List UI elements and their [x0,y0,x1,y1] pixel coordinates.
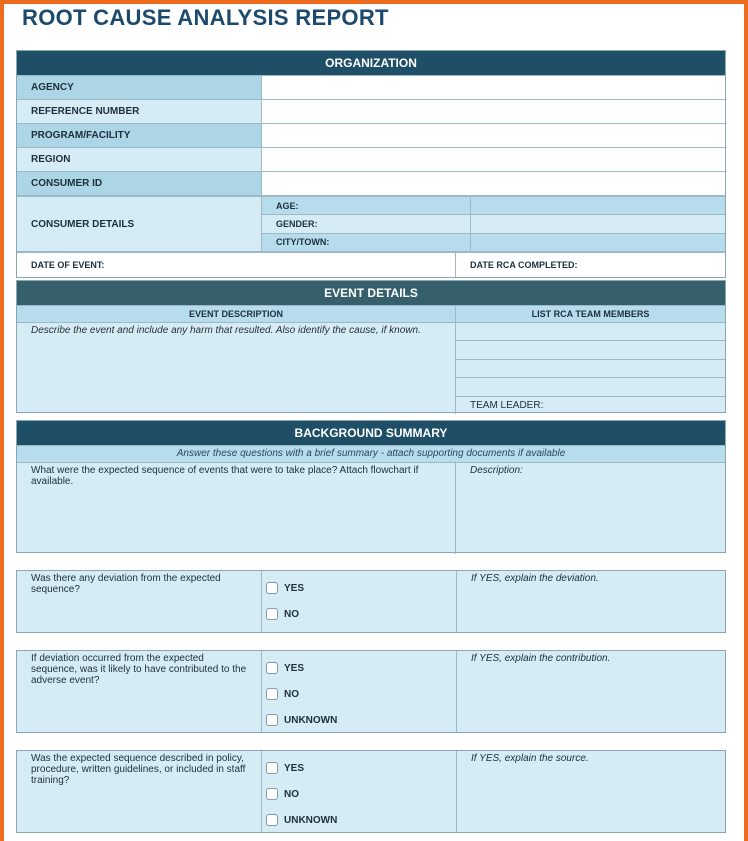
unknown-label: UNKNOWN [284,714,338,726]
no-label: NO [284,608,299,620]
contribution-unknown-option[interactable] [262,707,456,733]
source-yes-option[interactable] [262,755,456,781]
team-member-line[interactable] [456,360,725,378]
region-field[interactable] [262,148,725,171]
region-label: REGION [17,148,262,171]
org-row-reference [17,99,725,123]
reference-number-label: REFERENCE NUMBER [17,100,262,123]
agency-label: AGENCY [17,76,262,99]
org-row-consumer-id [17,171,725,195]
source-explanation-field[interactable]: If YES, explain the source. [471,753,589,764]
contribution-options [262,651,457,732]
deviation-no-option[interactable] [262,601,456,627]
age-row [262,197,725,214]
yes-label: YES [284,762,305,774]
checkbox-icon[interactable] [266,788,278,800]
no-label: NO [284,688,299,700]
source-options [262,751,457,832]
checkbox-icon[interactable] [266,688,278,700]
dates-row [17,251,725,277]
checkbox-icon[interactable] [266,814,278,826]
report-title: ROOT CAUSE ANALYSIS REPORT [22,5,389,30]
contribution-no-option[interactable] [262,681,456,707]
checkbox-icon[interactable] [266,662,278,674]
source-unknown-option[interactable] [262,807,456,833]
deviation-explanation-field[interactable]: If YES, explain the deviation. [471,573,599,584]
organization-section [16,50,726,278]
consumer-details-row [17,195,725,251]
event-description-heading: EVENT DESCRIPTION [17,306,456,322]
consumer-details-fields [262,197,725,251]
organization-header: ORGANIZATION [17,51,725,75]
program-facility-label: PROGRAM/FACILITY [17,124,262,147]
background-subheader: Answer these questions with a brief summary - attach supporting documents if available [17,445,725,462]
consumer-id-label: CONSUMER ID [17,172,262,195]
team-member-line[interactable] [456,341,725,359]
background-summary-section [16,420,726,553]
source-question-block [16,750,726,833]
contribution-yes-option[interactable] [262,655,456,681]
event-body [17,322,725,414]
yes-label: YES [284,582,305,594]
program-facility-field[interactable] [262,124,725,147]
org-row-region [17,147,725,171]
team-member-line[interactable] [456,323,725,341]
contribution-explanation-field[interactable]: If YES, explain the contribution. [471,653,611,664]
deviation-question-block [16,570,726,633]
event-details-section [16,280,726,413]
source-no-option[interactable] [262,781,456,807]
org-row-agency [17,75,725,99]
deviation-options [262,571,457,632]
checkbox-icon[interactable] [266,582,278,594]
expected-sequence-question: What were the expected sequence of events that were to take place? Attach flowchart if available. [17,463,456,554]
gender-row [262,214,725,232]
checkbox-icon[interactable] [266,762,278,774]
no-label: NO [284,788,299,800]
gender-label: GENDER: [262,215,471,232]
age-field[interactable] [471,197,725,214]
description-field[interactable]: Description: [470,465,523,476]
agency-field[interactable] [262,76,725,99]
background-q1-row [17,462,725,554]
org-row-program [17,123,725,147]
background-summary-header: BACKGROUND SUMMARY [17,421,725,445]
contribution-question: If deviation occurred from the expected sequence, was it likely to have contributed to the adverse event? [17,651,262,732]
date-of-event-label: DATE OF EVENT: [17,253,456,277]
rca-team-list [456,323,725,414]
consumer-id-field[interactable] [262,172,725,195]
city-row [262,233,725,251]
checkbox-icon[interactable] [266,608,278,620]
contribution-question-block [16,650,726,733]
consumer-details-label: CONSUMER DETAILS [17,197,262,251]
unknown-label: UNKNOWN [284,814,338,826]
rca-team-heading: LIST RCA TEAM MEMBERS [531,309,650,319]
yes-label: YES [284,662,305,674]
event-columns-header [17,305,725,322]
team-member-line[interactable] [456,378,725,396]
deviation-question: Was there any deviation from the expected sequence? [17,571,262,632]
reference-number-field[interactable] [262,100,725,123]
event-description-field[interactable]: Describe the event and include any harm that resulted. Also identify the cause, if known. [17,323,456,414]
city-town-field[interactable] [471,234,725,251]
date-rca-completed-label: DATE RCA COMPLETED: [470,260,578,270]
gender-field[interactable] [471,215,725,232]
event-details-header: EVENT DETAILS [17,281,725,305]
deviation-yes-option[interactable] [262,575,456,601]
team-leader-label[interactable]: TEAM LEADER: [470,399,544,411]
city-town-label: CITY/TOWN: [262,234,471,251]
age-label: AGE: [262,197,471,214]
source-question: Was the expected sequence described in policy, procedure, written guidelines, or included in staff training? [17,751,262,832]
checkbox-icon[interactable] [266,714,278,726]
